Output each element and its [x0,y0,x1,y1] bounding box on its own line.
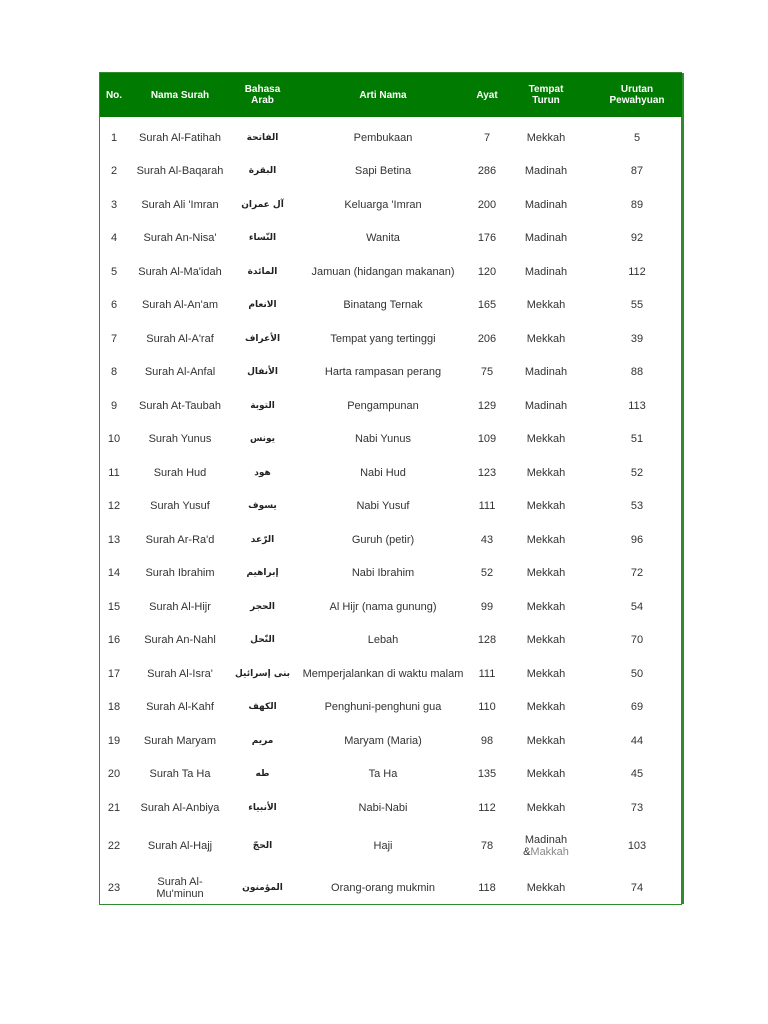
table-row [100,867,683,909]
cell-tempat-turun: Mekkah [526,634,566,647]
table-row [100,222,683,256]
cell-tempat-turun: Mekkah [526,567,566,580]
cell-nama-surah: Surah Al-Kahf [146,701,214,714]
cell-no: 21 [107,801,121,814]
cell-no: 6 [110,299,118,312]
header-bahasa-arab [232,73,293,117]
cell-bahasa-arab: آل عمران [241,199,284,210]
table-header-row [100,73,683,117]
cell-ayat: 135 [477,768,497,781]
cell-no: 1 [110,131,118,144]
cell-ayat: 176 [477,232,497,245]
cell-tempat-turun: Mekkah [526,881,566,894]
cell-nama-surah-line1: Surah Al- [157,875,203,888]
cell-bahasa-arab: إبراهيم [246,568,279,579]
table-row [100,456,683,490]
cell-tempat-turun: Madinah [524,198,568,211]
header-urutan-line2: Pewahyuan [609,95,665,106]
table-row [100,657,683,691]
cell-ayat: 7 [483,131,491,144]
table-row [100,155,683,189]
cell-bahasa-arab: الحجر [249,601,276,612]
cell-bahasa-arab: المؤمنون [242,882,283,893]
table-row [100,255,683,289]
cell-nama-surah: Surah Al-Ma'idah [138,265,222,278]
cell-bahasa-arab: النّحل [250,635,275,646]
header-nama-surah: Nama Surah [150,89,210,101]
cell-nama-surah: Surah Al-Hijr [149,600,211,613]
cell-arti-nama: Nabi Yunus [354,433,412,446]
cell-tempat-turun: Mekkah [526,768,566,781]
cell-urutan: 92 [630,232,644,245]
table-row [100,523,683,557]
cell-nama-surah-line2: Mu'minun [156,887,204,900]
ampersand: & [523,845,531,858]
cell-arti-nama: Harta rampasan perang [324,366,442,379]
cell-arti-nama: Pengampunan [347,399,419,412]
cell-urutan: 53 [630,500,644,513]
cell-tempat-turun: Mekkah [526,433,566,446]
cell-bahasa-arab: التوبة [250,400,275,411]
table-row [100,490,683,524]
cell-tempat-turun-line2 [501,846,591,858]
cell-arti-nama: Guruh (petir) [351,533,415,546]
cell-no: 12 [107,500,121,513]
cell-ayat: 129 [477,399,497,412]
cell-bahasa-arab: طه [255,769,270,780]
header-tempat-turun-line2: Turun [532,95,560,106]
header-no: No. [105,89,123,101]
cell-urutan: 50 [630,667,644,680]
cell-nama-surah: Surah Ar-Ra'd [145,533,215,546]
cell-urutan: 96 [630,533,644,546]
cell-urutan: 54 [630,600,644,613]
cell-tempat-turun: Madinah [524,366,568,379]
cell-tempat-turun: Madinah [524,232,568,245]
cell-tempat-turun: Mekkah [526,801,566,814]
cell-arti-nama: Tempat yang tertinggi [330,332,436,345]
cell-ayat: 52 [480,567,494,580]
header-ayat: Ayat [476,89,498,101]
cell-ayat: 206 [477,332,497,345]
cell-urutan: 52 [630,466,644,479]
cell-arti-nama: Nabi Hud [360,466,406,479]
cell-ayat: 118 [478,881,496,894]
cell-ayat: 123 [477,466,497,479]
cell-no: 3 [110,198,118,211]
cell-bahasa-arab: النّساء [248,233,277,244]
cell-arti-nama: Haji [373,839,393,852]
cell-urutan: 51 [630,433,644,446]
cell-tempat-turun: Mekkah [526,734,566,747]
cell-urutan: 89 [630,198,644,211]
cell-ayat: 111 [478,500,496,513]
header-tempat-turun-line1: Tempat [528,84,564,95]
surah-table [99,72,682,905]
table-row [100,724,683,758]
cell-arti-nama: Penghuni-penghuni gua [324,701,442,714]
cell-nama-surah: Surah An-Nahl [144,634,216,647]
cell-no: 19 [107,734,121,747]
cell-arti-nama: Nabi Ibrahim [351,567,415,580]
cell-urutan: 103 [627,839,647,852]
cell-nama-surah: Surah Al-Anbiya [140,801,220,814]
cell-bahasa-arab: مريم [251,735,274,746]
cell-bahasa-arab: الأعراف [244,333,281,344]
cell-ayat: 98 [480,734,494,747]
cell-tempat-turun: Mekkah [526,533,566,546]
cell-urutan: 74 [630,881,644,894]
cell-tempat-turun: Madinah [524,165,568,178]
cell-arti-nama: Sapi Betina [354,165,412,178]
table-row [100,289,683,323]
cell-arti-nama: Maryam (Maria) [344,734,422,747]
surah-list-table [100,73,683,909]
cell-ayat: 109 [477,433,497,446]
table-row [100,389,683,423]
cell-bahasa-arab: المائدة [247,266,278,277]
cell-nama-surah: Surah Yunus [148,433,212,446]
cell-urutan: 73 [630,801,644,814]
cell-urutan: 44 [630,734,644,747]
cell-no: 16 [107,634,121,647]
cell-no: 11 [108,466,120,479]
table-row [100,322,683,356]
cell-arti-nama: Binatang Ternak [343,299,423,312]
cell-tempat-turun: Madinah [524,399,568,412]
table-row [100,356,683,390]
cell-tempat-turun: Mekkah [526,701,566,714]
cell-no: 18 [107,701,121,714]
cell-nama-surah: Surah Al-Anfal [144,366,216,379]
cell-arti-nama: Ta Ha [368,768,398,781]
cell-tempat-turun: Mekkah [526,332,566,345]
cell-no: 14 [107,567,121,580]
cell-tempat-turun: Mekkah [526,600,566,613]
cell-nama-surah [128,867,232,909]
cell-nama-surah: Surah Ali 'Imran [141,198,219,211]
header-urutan-line1: Urutan [620,84,654,95]
cell-bahasa-arab: الفاتحة [246,132,279,143]
cell-arti-nama: Nabi Yusuf [356,500,410,513]
header-urutan-pewahyuan [591,73,683,117]
table-row [100,624,683,658]
cell-arti-nama: Memperjalankan di waktu malam [302,667,464,680]
cell-urutan: 113 [628,399,646,412]
cell-no: 17 [107,667,121,680]
tempat-alt-word: Makkah [530,845,569,858]
cell-nama-surah: Surah At-Taubah [139,399,221,412]
cell-bahasa-arab: الكهف [248,702,277,713]
cell-bahasa-arab: الحجّ [252,840,273,851]
cell-tempat-turun-line1: Madinah [524,833,568,846]
cell-ayat: 128 [477,634,497,647]
cell-urutan: 39 [630,332,644,345]
cell-no: 2 [110,165,118,178]
table-row [100,557,683,591]
cell-urutan: 55 [630,299,644,312]
cell-nama-surah: Surah Al-A'raf [146,332,214,345]
cell-no: 4 [110,232,118,245]
table-row [100,590,683,624]
cell-no: 23 [107,881,121,894]
cell-ayat: 43 [480,533,494,546]
cell-nama-surah: Surah An-Nisa' [143,232,217,245]
cell-arti-nama: Wanita [366,232,400,245]
cell-bahasa-arab: الأنبياء [248,802,277,813]
cell-nama-surah: Surah Yusuf [150,500,210,513]
cell-tempat-turun: Mekkah [526,667,566,680]
cell-tempat-turun [501,825,591,867]
cell-ayat: 78 [480,839,494,852]
cell-bahasa-arab: الرّعد [250,534,275,545]
cell-no: 13 [107,533,121,546]
cell-no: 10 [107,433,121,446]
cell-no: 5 [110,265,118,278]
cell-ayat: 112 [478,801,496,814]
header-tempat-turun [501,73,591,117]
cell-urutan: 112 [628,265,646,278]
cell-urutan: 70 [630,634,644,647]
cell-arti-nama: Lebah [367,634,399,647]
cell-no: 9 [110,399,118,412]
cell-no: 7 [110,332,118,345]
table-row [100,188,683,222]
table-row [100,825,683,867]
cell-urutan: 69 [630,701,644,714]
cell-nama-surah: Surah Ibrahim [145,567,215,580]
cell-nama-surah: Surah Ta Ha [149,768,211,781]
cell-urutan: 72 [630,567,644,580]
cell-nama-surah: Surah Al-Hajj [147,839,213,852]
cell-no: 15 [107,600,121,613]
cell-arti-nama: Jamuan (hidangan makanan) [311,265,455,278]
cell-nama-surah: Surah Al-Baqarah [136,165,224,178]
cell-tempat-turun: Madinah [524,265,568,278]
cell-no: 8 [110,366,118,379]
cell-bahasa-arab: يسوف [248,501,277,512]
cell-urutan: 87 [630,165,644,178]
cell-nama-surah: Surah Al-Fatihah [139,131,221,144]
cell-nama-surah: Surah Al-An'am [141,299,219,312]
cell-bahasa-arab: الأنفال [247,367,278,378]
cell-urutan: 45 [630,768,644,781]
cell-ayat: 286 [477,165,497,178]
cell-tempat-turun: Mekkah [526,131,566,144]
cell-urutan: 88 [630,366,644,379]
cell-no: 20 [107,768,121,781]
cell-ayat: 111 [478,667,496,680]
cell-arti-nama: Pembukaan [353,131,413,144]
cell-nama-surah: Surah Hud [153,466,207,479]
cell-arti-nama: Nabi-Nabi [358,801,408,814]
table-row [100,691,683,725]
cell-tempat-turun: Mekkah [526,500,566,513]
cell-bahasa-arab: البقرة [248,166,277,177]
cell-bahasa-arab: بنى إسرائيل [235,668,290,679]
cell-tempat-turun: Mekkah [526,466,566,479]
cell-arti-nama: Keluarga 'Imran [344,198,422,211]
cell-no: 22 [107,839,121,852]
header-bahasa-arab-line1: Bahasa [244,84,281,95]
cell-arti-nama: Orang-orang mukmin [331,881,435,894]
cell-ayat: 110 [478,701,496,714]
cell-bahasa-arab: الانعام [248,300,277,311]
cell-nama-surah: Surah Maryam [143,734,217,747]
table-row [100,791,683,825]
cell-urutan: 5 [633,131,641,144]
table-row [100,758,683,792]
header-arti-nama: Arti Nama [359,89,407,101]
table-row [100,423,683,457]
cell-ayat: 120 [477,265,497,278]
header-bahasa-arab-line2: Arab [251,95,274,106]
cell-ayat: 99 [480,600,494,613]
cell-tempat-turun: Mekkah [526,299,566,312]
cell-arti-nama: Al Hijr (nama gunung) [329,600,437,613]
cell-ayat: 165 [477,299,497,312]
table-row [100,117,683,155]
cell-bahasa-arab: يونس [249,434,276,445]
cell-nama-surah: Surah Al-Isra' [147,667,213,680]
cell-ayat: 75 [480,366,494,379]
cell-ayat: 200 [477,198,497,211]
cell-bahasa-arab: هود [254,467,271,478]
